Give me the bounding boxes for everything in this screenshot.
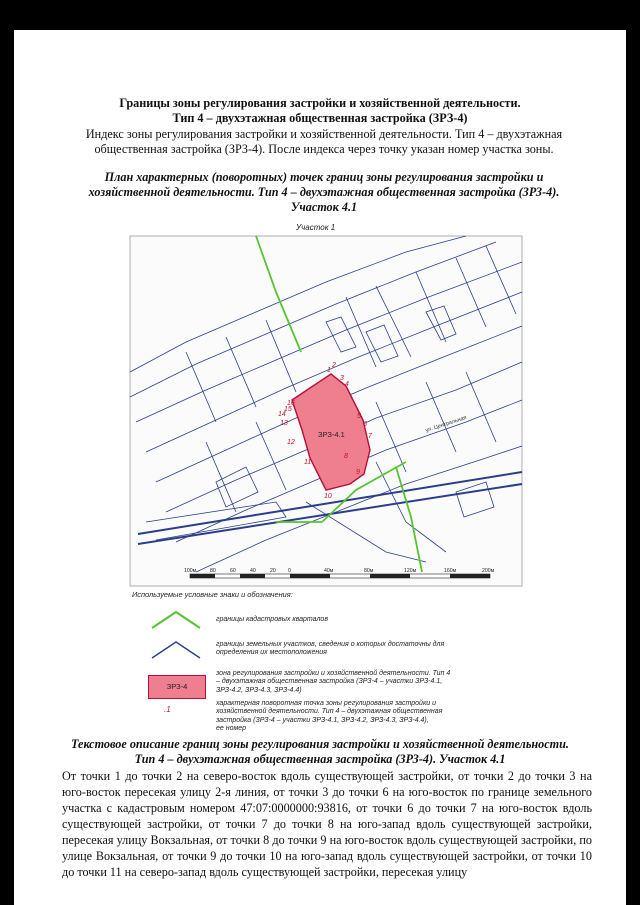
scale-label-20: 20 [270,568,276,574]
description-title [44,737,596,767]
point-14: 14 [278,411,286,418]
legend-item-point [216,700,506,734]
point-10: 10 [324,493,332,500]
legend-title: Используемые условные знаки и обозначения: [132,590,293,599]
point-2: 2 [332,362,336,369]
point-marker-icon: .1 [164,705,171,714]
scale-label-100: 100м [184,568,197,574]
index-line-1: Индекс зоны регулирования застройки и хозяйственной деятельности. Тип 4 – двухэтажная [85,127,563,141]
cadastral-line-icon [146,608,206,634]
document-page [14,30,626,905]
description-title-line-1: Текстовое описание границ зоны регулирования застройки и хозяйственной деятельности. [71,737,569,751]
point-16: 16 [287,400,295,407]
plan-title-line-2: хозяйственной деятельности. Тип 4 – двухэтажная общественная застройка (ЗРЗ-4). [88,185,560,199]
map-legend [126,578,526,738]
parcel-line-icon [146,638,206,664]
legend-item-point-line-4: ее номер [216,725,247,733]
plan-title-line-1: План характерных (поворотных) точек границ зоны регулирования застройки и [104,170,544,184]
point-1: 1 [327,367,331,374]
scale-label-60: 60 [230,568,236,574]
point-7: 7 [368,433,372,440]
legend-item-zone-line-2: – двухэтажная общественная застройка (ЗРЗ-4 – участки ЗРЗ-4.1, [216,678,443,686]
legend-item-parcels [216,641,506,658]
plan-title [54,170,594,215]
legend-item-zone-line-3: ЗРЗ-4.2, ЗРЗ-4.3, ЗРЗ-4.4) [216,686,302,694]
legend-item-point-line-1: характерная поворотная точка зоны регулирования застройки и [216,700,436,707]
zone-map-drawing [126,222,526,598]
zone-map [126,222,526,598]
document-header [14,96,626,126]
legend-item-zone-line-1: зона регулирования застройки и хозяйственной деятельности. Тип 4 [216,670,451,677]
point-5: 5 [357,413,361,420]
header-line-1: Границы зоны регулирования застройки и хозяйственной деятельности. [119,96,521,110]
point-8: 8 [344,453,348,460]
point-15: 15 [284,406,292,413]
point-11: 11 [304,459,312,466]
point-12: 12 [287,439,295,446]
street-label: ул. Центральная [424,414,468,434]
scale-label-0: 0 [288,568,291,574]
zone-label: ЗРЗ-4.1 [318,430,345,439]
plan-title-line-3: Участок 4.1 [290,200,358,214]
scale-label-200m: 200м [482,568,495,574]
point-13: 13 [280,420,288,427]
legend-item-zone [216,670,506,695]
scale-label-40m: 40м [324,568,334,574]
zone-swatch: ЗРЗ-4 [148,675,206,699]
scale-label-80: 80 [210,568,216,574]
point-3: 3 [340,375,344,382]
map-caption: Участок 1 [296,223,336,232]
index-description [64,127,584,157]
legend-item-point-line-2: хозяйственной деятельности. Тип 4 – двухэтажная общественная [216,708,443,716]
point-6: 6 [363,421,367,428]
scale-label-80m: 80м [364,568,374,574]
legend-item-parcels-line-1: границы земельных участков, сведения о которых достаточны для [216,641,445,648]
index-line-2: общественная застройка (ЗРЗ-4). После индекса через точку указан номер участка зоны. [94,142,554,156]
scale-label-40: 40 [250,568,256,574]
legend-item-cadastral: границы кадастровых кварталов [216,616,328,623]
point-9: 9 [356,469,360,476]
description-body: От точки 1 до точки 2 на северо-восток вдоль существующей застройки, от точки 2 до точки 3 на юго-восток пересекая улицу 2-я линия, от точки 3 до точки 6 на юго-восток по границе земельного участка с кадастровым номером 47:07:0000000:93816, от точки 6 до точки 7 на юго-восток вдоль существующей застройки, от точки 7 до точки 8 на юго-запад вдоль существующей застройки, пересекая улицу Вокзальная, от точки 8 до точки 9 на юго-восток вдоль существующей застройки, по улице Вокзальная, от точки 9 до точки 10 на юго-запад вдоль существующей застройки, от точки 10 до точки 11 на северо-запад вдоль существующей застройки, пересекая улицу [62,769,592,879]
description-title-line-2: Тип 4 – двухэтажная общественная застройка (ЗРЗ-4). Участок 4.1 [134,752,506,766]
scale-label-120m: 120м [404,568,417,574]
legend-item-point-line-3: застройка (ЗРЗ-4 – участки ЗРЗ-4.1, ЗРЗ-4.2, ЗРЗ-4.3, ЗРЗ-4.4), [216,716,429,724]
point-4: 4 [345,381,349,388]
header-line-2: Тип 4 – двухэтажная общественная застройка (ЗРЗ-4) [172,111,468,125]
scale-label-160m: 160м [444,568,457,574]
legend-item-parcels-line-2: определения их местоположения [216,649,327,657]
